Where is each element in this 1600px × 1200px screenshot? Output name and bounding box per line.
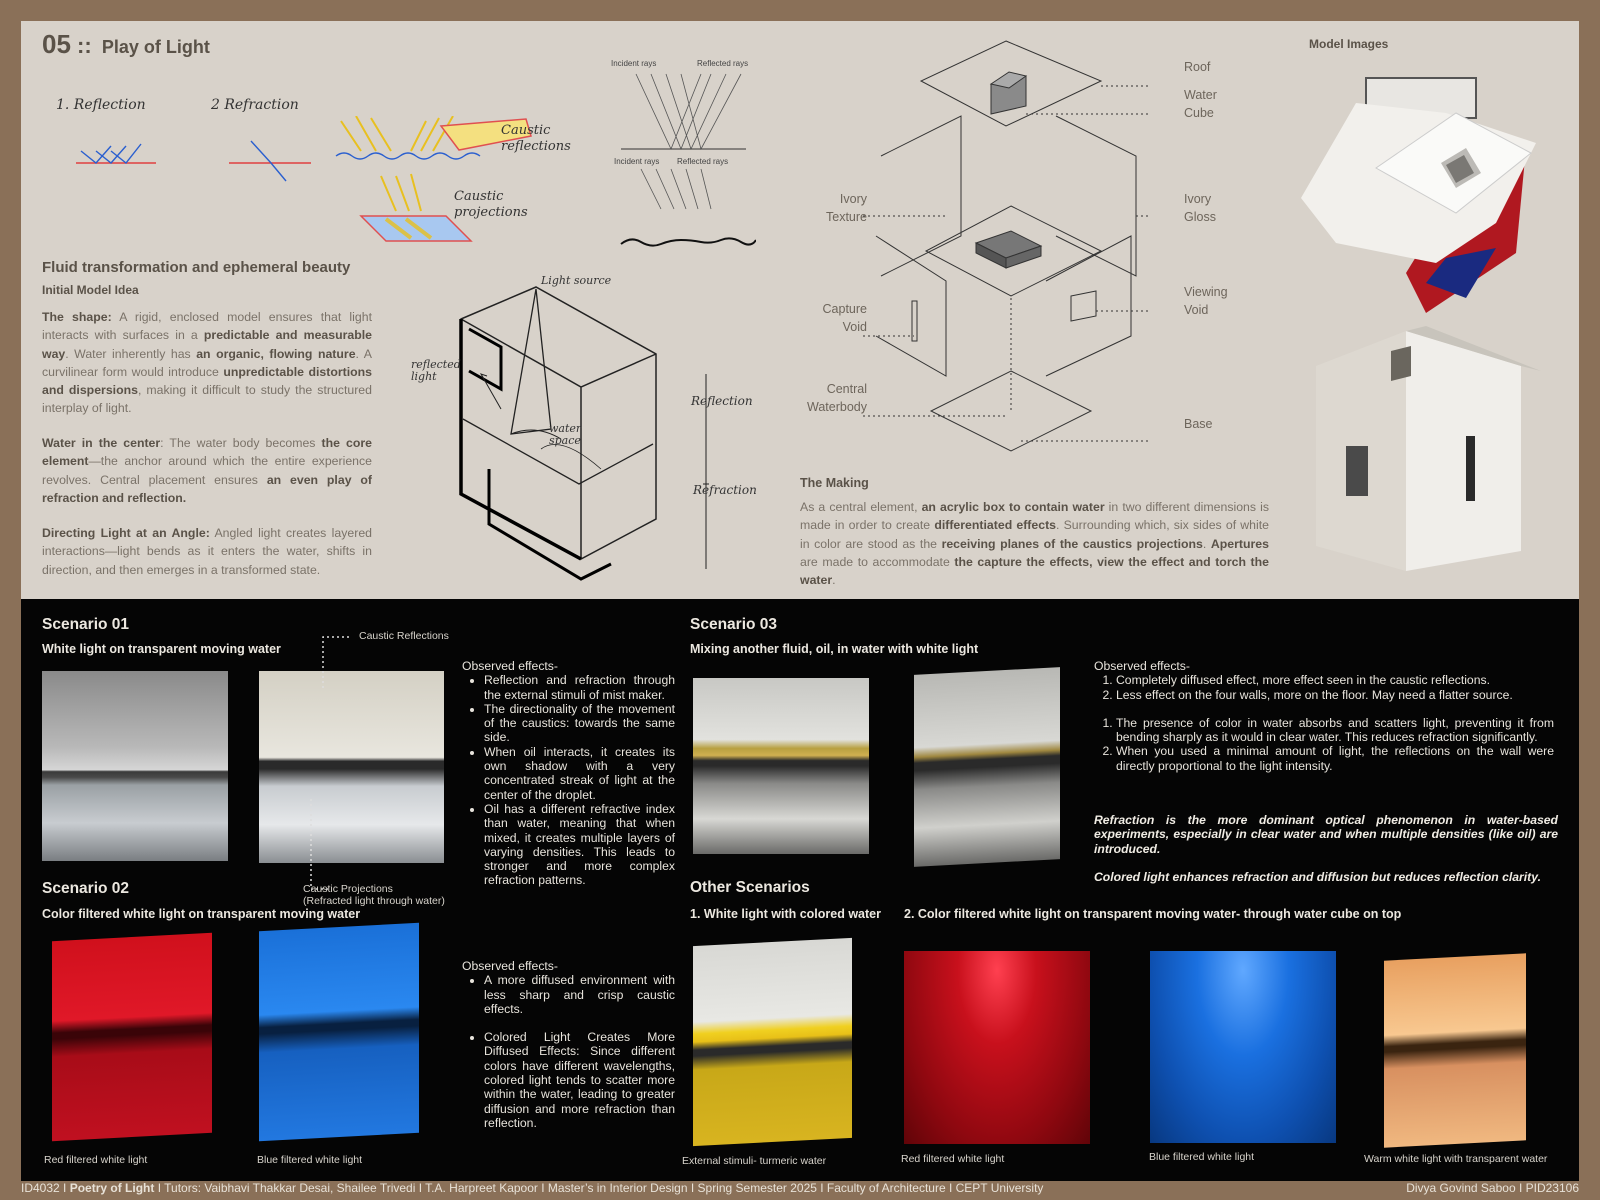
- model-section-sketch: [441, 279, 781, 599]
- scenario1-effect-4: • Oil has a different refractive index than water, meaning that when mixed, it creates multiple layers of varying densities. This leads to stronger and more complex refraction patterns.: [484, 802, 675, 888]
- section-title: Play of Light: [101, 37, 210, 57]
- making-b3: receiving planes of the caustics projections: [941, 536, 1203, 551]
- p2-t2: —the anchor around which the entire experience revolves. Central placement ensures: [42, 454, 372, 487]
- scenario3-photo-1: [693, 678, 869, 854]
- scenario2-effect-1: • A more diffused environment with less sharp and crisp caustic effects.: [484, 973, 675, 1016]
- other-photo-red: [904, 951, 1090, 1144]
- p1-t1: A rigid, enclosed model ensures that light interacts with surfaces in a: [42, 310, 372, 343]
- other-photo-turmeric: [693, 938, 852, 1146]
- p3-t1: Angled light creates layered interactions—light bends as it enters the water, shifts in direction, and then emerges in a transformed state.: [42, 526, 372, 577]
- scenario3-effect-2: 2. Less effect on the four walls, more on the floor. May need a flatter source.: [1116, 688, 1554, 702]
- scenario1-effect-1: • Reflection and refraction through the external stimuli of mist maker.: [484, 673, 675, 702]
- central-waterbody-line1: Central: [826, 382, 867, 396]
- ray-diagram-sketch: [616, 69, 756, 279]
- bottom-panel: [21, 599, 1579, 1181]
- water-space-line2: space: [549, 434, 581, 447]
- p1-t2: . Water inherently has: [65, 346, 197, 361]
- scenario3-effect-3: 1. The presence of color in water absorbs and scatters light, preventing it from bending sharply as it would in clear water. This reduces refraction significantly.: [1116, 716, 1554, 745]
- caption-turmeric: External stimuli- turmeric water: [682, 1155, 827, 1167]
- scenario3-observed-heading: Observed effects-: [1094, 659, 1190, 673]
- caustic-projections-line2: (Refracted light through water): [303, 895, 445, 907]
- conclusion-colored-light: Colored light enhances refraction and diffusion but reduces reflection clarity.: [1094, 870, 1541, 884]
- scenario2-title: Scenario 02: [42, 880, 130, 897]
- making-paragraph: [800, 498, 1269, 589]
- model-photo-top: [1296, 73, 1546, 323]
- model-photo-side: [1311, 326, 1541, 591]
- scenario1-effect-2: • The directionality of the movement of the caustics: towards the same side.: [484, 702, 675, 745]
- water-space-label: [549, 423, 581, 447]
- water-cube-label: [1184, 87, 1217, 122]
- ivory-gloss-label: [1184, 191, 1216, 226]
- making-b2: differentiated effects: [934, 518, 1057, 533]
- scenario3-title: Scenario 03: [690, 616, 778, 633]
- section-number: 05: [42, 29, 71, 59]
- concept-heading: Fluid transformation and ephemeral beauty: [42, 259, 351, 276]
- caustic-reflections-line2: reflections: [501, 139, 571, 154]
- footer-details: I Tutors: Vaibhavi Thakkar Desai, Shailee Trivedi I T.A. Harpreet Kapoor I Master’s in Interior Design I Spring Semester 2025 I Faculty of Architecture I CEPT University: [154, 1181, 1044, 1195]
- ivory-texture-line2: Texture: [826, 209, 867, 224]
- viewing-void-line1: Viewing: [1184, 285, 1228, 299]
- scenario2-subtitle: Color filtered white light on transparent moving water: [42, 907, 361, 921]
- initial-model-subheading: Initial Model Idea: [42, 283, 139, 297]
- footer-author: Divya Govind Saboo I PID23106: [1406, 1181, 1579, 1195]
- scenario2-photo-blue: [259, 923, 419, 1141]
- making-b4: Apertures: [1210, 536, 1269, 551]
- making-t2: in two different dimensions is made in order to create: [800, 500, 1269, 533]
- scenario1-leader-lines: [301, 629, 361, 899]
- caption-warm: Warm white light with transparent water: [1364, 1153, 1548, 1165]
- base-label: Base: [1184, 417, 1213, 431]
- making-t6: .: [832, 573, 836, 588]
- scenario2-photo-red: [52, 933, 212, 1141]
- capture-void-line1: Capture: [822, 302, 867, 316]
- ivory-texture-label: [791, 191, 867, 226]
- caustic-reflections-sketch-label: [501, 123, 571, 155]
- capture-void-label: [791, 301, 867, 336]
- making-t3: . Surrounding which, six sides of white in color are stood as the: [800, 518, 1269, 551]
- other-scenarios-title: Other Scenarios: [690, 879, 810, 896]
- reflected-light-line1: reflected: [411, 358, 461, 371]
- ivory-texture-line1: Ivory: [839, 192, 867, 206]
- central-waterbody-label: [781, 381, 867, 416]
- reflection-vertical-label: Reflection: [691, 394, 753, 408]
- p1-b2: predictable and measurable way: [42, 328, 372, 361]
- caustic-projections-sketch-label: [454, 189, 528, 221]
- scenario2-caption-blue: Blue filtered white light: [257, 1154, 363, 1166]
- scenario1-photo-1: [42, 671, 228, 861]
- scenario1-observed-heading: Observed effects-: [462, 659, 558, 673]
- caustic-projections-line1: Caustic Projections: [303, 883, 393, 895]
- caustic-projections-label: [303, 883, 445, 907]
- scenario1-title: Scenario 01: [42, 616, 130, 633]
- scenario1-subtitle: White light on transparent moving water: [42, 642, 281, 656]
- water-cube-line2: Cube: [1184, 105, 1214, 120]
- conclusion-refraction: Refraction is the more dominant optical phenomenon in water-based experiments, especially in clear water and when multiple densities (like oil) are introduced.: [1094, 813, 1558, 856]
- central-waterbody-line2: Waterbody: [807, 399, 867, 414]
- p1-b1: The shape:: [42, 310, 112, 324]
- making-b5: the capture the effects, view the effect and torch the water: [800, 554, 1269, 588]
- scenario3-effect-1: 1. Completely diffused effect, more effect seen in the caustic reflections.: [1116, 673, 1554, 687]
- page-title: [42, 29, 210, 60]
- p2-b3: an even play of refraction and reflection.: [42, 472, 373, 505]
- p2-b1: Water in the center: [42, 436, 161, 450]
- water-space-line1: water: [549, 422, 582, 435]
- incident-rays-label-1: Incident rays: [611, 59, 657, 68]
- p3-b1: Directing Light at an Angle:: [42, 526, 210, 540]
- other-photo-warm: [1384, 953, 1526, 1147]
- top-panel: [21, 21, 1579, 599]
- making-heading: The Making: [800, 476, 869, 490]
- caption-other-red: Red filtered white light: [901, 1153, 1005, 1165]
- reflected-rays-label-1: Reflected rays: [697, 59, 749, 68]
- scenario2-effect-2: • Colored Light Creates More Diffused Effects: Since different colors have different wavelengths, colored light tends to scatter more within the water, leading to greater diffusion and more refraction than reflection.: [484, 1030, 675, 1130]
- other-photo-blue: [1150, 951, 1336, 1143]
- reflection-label: 1. Reflection: [56, 97, 146, 113]
- model-images-heading: Model Images: [1309, 37, 1389, 51]
- footer-course: ID4032 I: [21, 1181, 70, 1195]
- reflected-rays-label-2: Reflected rays: [677, 157, 729, 166]
- reflected-light-line2: light: [411, 370, 437, 383]
- scenario2-observations: [462, 959, 675, 1130]
- ivory-gloss-line1: Ivory: [1184, 192, 1212, 206]
- scenario3-effect-4: 2. When you used a minimal amount of light, the reflections on the wall were directly proportional to the light intensity.: [1116, 744, 1554, 773]
- scenario2-caption-red: Red filtered white light: [44, 1154, 148, 1166]
- scenario3-photo-2: [914, 667, 1060, 867]
- water-center-paragraph: [42, 434, 372, 507]
- viewing-void-label: [1184, 284, 1228, 319]
- scenario1-effect-3: • When oil interacts, it creates its own shadow with a very concentrated streak of light at the center of the droplet.: [484, 745, 675, 802]
- caustic-reflections-label: Caustic Reflections: [359, 630, 449, 642]
- roof-label: Roof: [1184, 60, 1211, 74]
- caustic-reflections-line1: Caustic: [501, 123, 551, 138]
- capture-void-line2: Void: [842, 319, 867, 334]
- footer-credits: [21, 1181, 1043, 1195]
- viewing-void-line2: Void: [1184, 302, 1209, 317]
- refraction-vertical-label: Refraction: [693, 483, 757, 497]
- incident-rays-label-2: Incident rays: [614, 157, 660, 166]
- making-t4: .: [1202, 536, 1211, 551]
- p1-b3: an organic, flowing nature: [196, 346, 356, 361]
- caustic-projections-line1: Caustic: [454, 189, 504, 204]
- scenario3-observations: [1094, 659, 1554, 773]
- other-scenario-2: 2. Color filtered white light on transparent moving water- through water cube on top: [904, 907, 1402, 921]
- scenario2-observed-heading: Observed effects-: [462, 959, 558, 973]
- p1-t4: , making it difficult to study the structured interplay of light.: [42, 383, 372, 416]
- p2-t1: : The water body becomes: [160, 436, 322, 450]
- footer-project: Poetry of Light: [69, 1181, 155, 1195]
- scenario1-observations: [462, 659, 675, 888]
- making-t5: are made to accommodate: [800, 554, 955, 569]
- p1-b4: unpredictable distortions and dispersions: [42, 364, 372, 398]
- directing-light-paragraph: [42, 524, 372, 579]
- scenario3-subtitle: Mixing another fluid, oil, in water with white light: [690, 642, 979, 656]
- p2-b2: the core element: [42, 436, 372, 469]
- water-cube-line1: Water: [1184, 88, 1217, 102]
- p1-t3: . A curvilinear form would introduce: [42, 346, 372, 379]
- reflected-light-label: [411, 359, 461, 383]
- exploded-axonometric: [851, 36, 1201, 461]
- ivory-gloss-line2: Gloss: [1184, 209, 1216, 224]
- light-source-label: Light source: [541, 274, 612, 287]
- title-separator: ::: [77, 33, 92, 58]
- refraction-label: 2 Refraction: [211, 97, 299, 113]
- making-b1: an acrylic box to contain water: [921, 500, 1105, 514]
- shape-paragraph: [42, 308, 372, 418]
- other-scenario-1: 1. White light with colored water: [690, 907, 881, 921]
- making-t1: As a central element,: [800, 500, 922, 514]
- caption-other-blue: Blue filtered white light: [1149, 1151, 1255, 1163]
- caustic-projections-line2: projections: [454, 205, 528, 220]
